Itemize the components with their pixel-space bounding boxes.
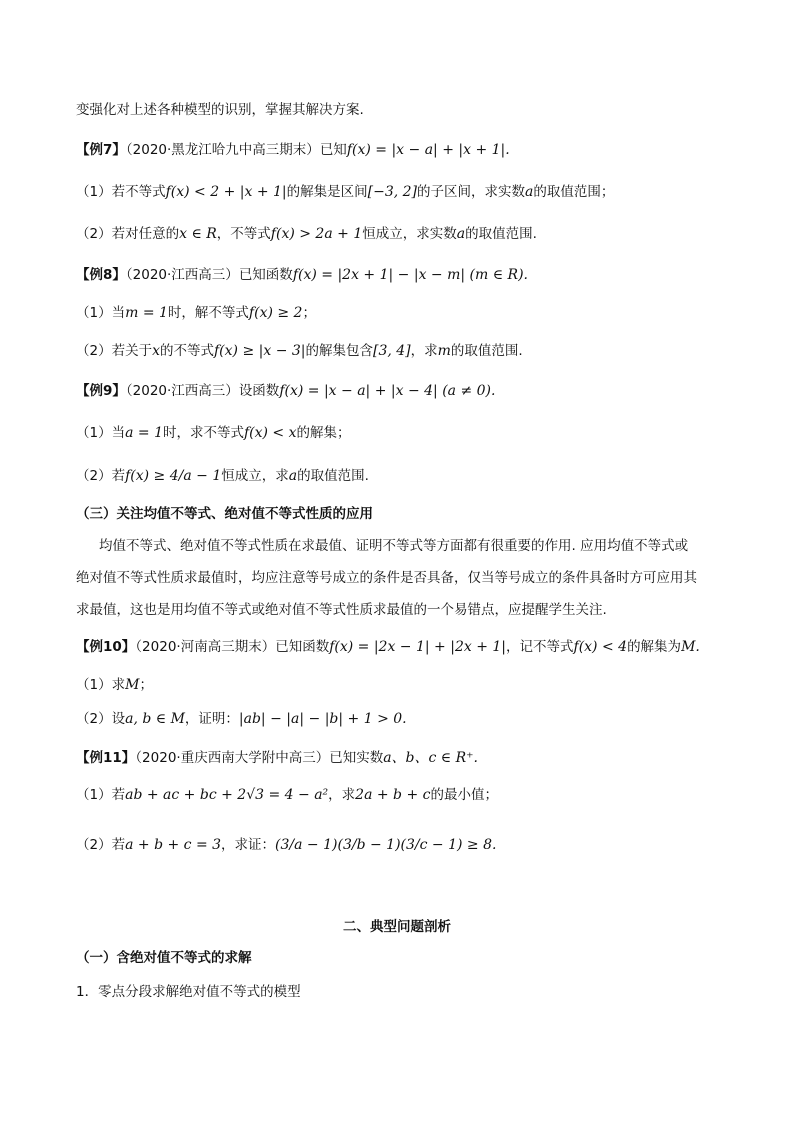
text-span: （2020·江西高三） [125, 267, 239, 283]
text-span: 【例7】 [76, 142, 126, 158]
section-heading-3 [76, 505, 373, 523]
example-8-part-1 [76, 304, 316, 322]
text-span: 已知实数 [329, 750, 384, 766]
text-span: ，记不等式 [506, 639, 574, 655]
text-span: （2）若 [76, 837, 126, 853]
text-span: （2）若关于 [76, 343, 153, 359]
paragraph-line-2 [76, 569, 697, 587]
math-expression: a [525, 184, 534, 200]
text-span: 的不等式 [160, 343, 214, 359]
example-8-header [76, 266, 528, 284]
example-11-part-2 [76, 836, 496, 854]
text-span: （2020·江西高三） [125, 383, 239, 399]
text-span: （2020·黑龙江哈九中高三期末） [125, 142, 320, 158]
math-expression: ab + ac + bc + 2√3 = 4 − a² [125, 787, 329, 803]
text-span: ； [302, 305, 316, 321]
math-expression: f(x) > 2a + 1 [270, 226, 363, 242]
text-span: 【例9】 [76, 383, 126, 399]
text-span: 时，解不等式 [167, 305, 249, 321]
text-span: 的取值范围. [465, 226, 537, 242]
math-expression: f(x) = |x − a| + |x + 1|. [346, 142, 510, 158]
section-heading-2 [0, 918, 794, 936]
example-9-part-2 [76, 467, 369, 485]
math-expression: [3, 4] [373, 343, 411, 359]
text-span: 求最值，这也是用均值不等式或绝对值不等式性质求最值的一个易错点，应提醒学生关注. [76, 602, 607, 618]
text-span: ； [139, 677, 153, 693]
text-span: （2）若 [76, 468, 126, 484]
example-10-part-1 [76, 676, 153, 694]
text-span: 已知 [319, 142, 347, 158]
text-span: 的最小值； [430, 787, 498, 803]
example-8-part-2 [76, 342, 523, 360]
example-7-part-2 [76, 225, 537, 243]
math-expression: f(x) < 4 [573, 639, 628, 655]
text-span: （2020·河南高三期末） [135, 639, 276, 655]
text-span: ，求 [328, 787, 356, 803]
intro-line [76, 101, 364, 119]
text-span: 的解集； [296, 425, 351, 441]
example-11-header [76, 749, 478, 767]
text-span: ，求 [410, 343, 438, 359]
math-expression: |ab| − |a| − |b| + 1 > 0. [238, 711, 407, 727]
text-span: 【例11】 [76, 750, 136, 766]
math-expression: f(x) = |2x + 1| − |x − m| (m ∈ R). [292, 267, 528, 283]
text-span: ，不等式 [216, 226, 271, 242]
text-span: 恒成立，求实数 [362, 226, 457, 242]
paragraph-line-3 [76, 601, 607, 619]
math-expression: 2a + b + c [355, 787, 431, 803]
math-expression: M [125, 677, 140, 693]
math-expression: f(x) ≥ 4/a − 1 [125, 468, 222, 484]
text-span: （1）若不等式 [76, 184, 166, 200]
math-expression: a + b + c = 3 [125, 837, 222, 853]
math-expression: m [437, 343, 451, 359]
math-expression: x ∈ R [179, 226, 217, 242]
math-expression: [−3, 2] [367, 184, 418, 200]
text-span: 已知函数 [275, 639, 330, 655]
text-span: 时，求不等式 [162, 425, 244, 441]
text-span: 的取值范围. [297, 468, 369, 484]
example-9-header [76, 382, 495, 400]
text-span: 设函数 [238, 383, 280, 399]
math-expression: f(x) = |x − a| + |x − 4| (a ≠ 0). [279, 383, 496, 399]
math-expression: M. [681, 639, 700, 655]
math-expression: f(x) ≥ 2 [248, 305, 303, 321]
example-10-part-2 [76, 710, 407, 728]
example-7-header [76, 141, 510, 159]
subsection-heading-1 [76, 949, 252, 967]
math-expression: a [288, 468, 298, 484]
text-span: （1）求 [76, 677, 126, 693]
text-span: （1）若 [76, 787, 126, 803]
numbered-item-1 [76, 983, 301, 1001]
math-expression: a [456, 226, 466, 242]
text-span: ，证明： [184, 711, 239, 727]
text-span: 【例8】 [76, 267, 126, 283]
text-span: 绝对值不等式性质求最值时，均应注意等号成立的条件是否具备，仅当等号成立的条件具备时方可应用其 [76, 570, 697, 586]
text-span: 二、典型问题剖析 [343, 919, 451, 935]
example-10-header [76, 638, 700, 656]
text-span: 变强化对上述各种模型的识别，掌握其解决方案. [76, 102, 364, 118]
math-expression: a, b ∈ M [125, 711, 185, 727]
math-expression: (3/a − 1)(3/b − 1)(3/c − 1) ≥ 8. [275, 837, 497, 853]
math-expression: a = 1 [125, 425, 163, 441]
text-span: （2）若对任意的 [76, 226, 180, 242]
math-expression: f(x) < 2 + |x + 1| [165, 184, 287, 200]
text-span: 已知函数 [238, 267, 293, 283]
math-expression: f(x) < x [243, 425, 297, 441]
text-span: 1．零点分段求解绝对值不等式的模型 [76, 984, 301, 1000]
example-9-part-1 [76, 424, 351, 442]
math-expression: f(x) ≥ |x − 3| [214, 343, 306, 359]
text-span: 的取值范围. [450, 343, 523, 359]
text-span: （2020·重庆西南大学附中高三） [135, 750, 330, 766]
text-span: 均值不等式、绝对值不等式性质在求最值、证明不等式等方面都有很重要的作用. 应用均值不等式或 [99, 538, 689, 554]
text-span: 【例10】 [76, 639, 136, 655]
text-span: （一）含绝对值不等式的求解 [76, 950, 252, 966]
math-expression: f(x) = |2x − 1| + |2x + 1| [329, 639, 507, 655]
math-expression: a、b、c ∈ R⁺. [383, 750, 478, 766]
text-span: （三）关注均值不等式、绝对值不等式性质的应用 [76, 506, 373, 522]
text-span: 的解集是区间 [286, 184, 368, 200]
text-span: （2）设 [76, 711, 126, 727]
text-span: （1）当 [76, 305, 126, 321]
text-span: （1）当 [76, 425, 126, 441]
text-span: 的子区间，求实数 [417, 184, 526, 200]
example-11-part-1 [76, 786, 498, 804]
text-span: 的取值范围； [533, 184, 615, 200]
example-7-part-1 [76, 183, 614, 201]
paragraph-line-1 [99, 537, 688, 555]
math-expression: x [152, 343, 160, 359]
text-span: 的解集包含 [305, 343, 373, 359]
math-expression: m = 1 [125, 305, 168, 321]
text-span: 的解集为 [627, 639, 682, 655]
text-span: 恒成立，求 [221, 468, 289, 484]
text-span: ，求证： [221, 837, 276, 853]
